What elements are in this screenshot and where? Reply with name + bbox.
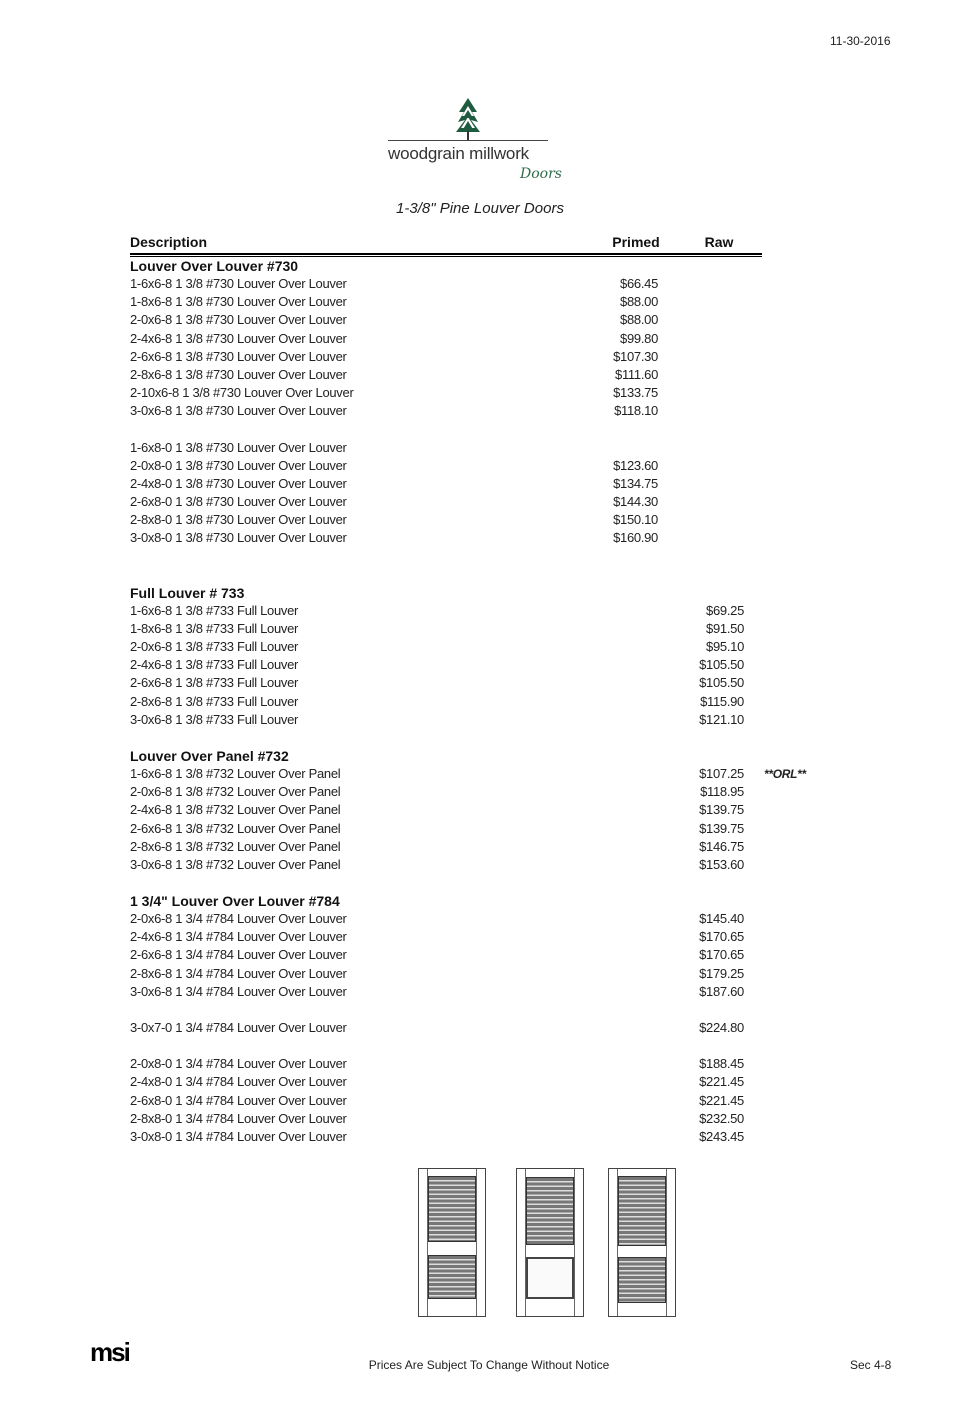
row-raw-price: $105.50 <box>699 657 744 673</box>
row-primed-price: $111.60 <box>615 366 658 382</box>
row-primed-price: $144.30 <box>613 494 658 510</box>
spacer <box>130 1001 762 1019</box>
louver-over-panel-door-illustration <box>516 1168 584 1317</box>
table-row <box>130 402 762 420</box>
table-row <box>130 384 762 402</box>
row-description: 2-6x6-8 1 3/8 #732 Louver Over Panel <box>130 820 341 836</box>
row-description: 3-0x8-0 1 3/4 #784 Louver Over Louver <box>130 1128 347 1144</box>
row-raw-price: $221.45 <box>699 1092 744 1108</box>
spacer <box>130 566 762 584</box>
pine-tree-icon <box>453 98 483 142</box>
table-row <box>130 1073 762 1091</box>
table-row <box>130 946 762 964</box>
row-raw-price: $146.75 <box>699 838 744 854</box>
msi-logo: msi <box>90 1340 140 1376</box>
row-raw-price: $91.50 <box>706 620 744 636</box>
row-description: 2-6x8-0 1 3/8 #730 Louver Over Louver <box>130 494 347 510</box>
row-description: 2-4x6-8 1 3/8 #732 Louver Over Panel <box>130 802 341 818</box>
table-row <box>130 275 762 293</box>
table-row <box>130 674 762 692</box>
row-raw-price: $170.65 <box>699 947 744 963</box>
column-raw: Raw <box>704 234 734 250</box>
price-notice: Prices Are Subject To Change Without Notice <box>368 1358 610 1372</box>
row-description: 2-0x8-0 1 3/4 #784 Louver Over Louver <box>130 1056 347 1072</box>
row-description: 1-6x8-0 1 3/8 #730 Louver Over Louver <box>130 439 347 455</box>
row-primed-price: $88.00 <box>620 294 658 310</box>
table-row <box>130 493 762 511</box>
row-description: 2-4x6-8 1 3/8 #730 Louver Over Louver <box>130 330 347 346</box>
row-description: 1-6x6-8 1 3/8 #733 Full Louver <box>130 602 299 618</box>
table-row <box>130 910 762 928</box>
row-description: 2-6x6-8 1 3/4 #784 Louver Over Louver <box>130 947 347 963</box>
row-description: 2-8x6-8 1 3/8 #733 Full Louver <box>130 693 299 709</box>
row-primed-price: $99.80 <box>620 330 658 346</box>
row-primed-price: $107.30 <box>613 348 658 364</box>
table-row <box>130 983 762 1001</box>
row-description: 2-0x6-8 1 3/8 #733 Full Louver <box>130 639 299 654</box>
table-row <box>130 1128 762 1146</box>
row-description: 2-8x6-8 1 3/4 #784 Louver Over Louver <box>130 965 347 981</box>
row-raw-price: $139.75 <box>699 820 744 836</box>
date-stamp: 11-30-2016 <box>830 34 891 48</box>
row-raw-price: $187.60 <box>699 983 744 999</box>
row-primed-price: $150.10 <box>613 512 658 528</box>
logo-rule <box>388 140 548 141</box>
row-description: 2-4x6-8 1 3/8 #733 Full Louver <box>130 657 299 673</box>
row-raw-price: $170.65 <box>699 929 744 945</box>
page-title: 1-3/8" Pine Louver Doors <box>396 200 564 217</box>
table-row <box>130 529 762 547</box>
row-primed-price: $133.75 <box>613 385 658 401</box>
row-description: 2-4x8-0 1 3/8 #730 Louver Over Louver <box>130 475 347 491</box>
row-raw-price: $221.45 <box>699 1074 744 1090</box>
column-description: Description <box>130 234 208 250</box>
row-raw-price: $121.10 <box>699 711 744 727</box>
row-primed-price: $134.75 <box>613 475 658 491</box>
row-description: 3-0x6-8 1 3/4 #784 Louver Over Louver <box>130 983 347 999</box>
row-primed-price: $160.90 <box>613 530 658 546</box>
table-row <box>130 1019 762 1037</box>
table-row <box>130 765 806 783</box>
row-raw-price: $107.25 <box>699 765 744 781</box>
section-heading: 1 3/4" Louver Over Louver #784 <box>130 893 340 910</box>
section-number: Sec 4-8 <box>850 1358 892 1372</box>
woodgrain-logo <box>388 98 568 190</box>
table-row <box>130 638 762 656</box>
row-primed-price: $123.60 <box>613 457 658 473</box>
table-row <box>130 693 762 711</box>
row-description: 2-4x6-8 1 3/4 #784 Louver Over Louver <box>130 929 347 945</box>
row-raw-price: $95.10 <box>706 639 744 654</box>
row-description: 2-6x6-8 1 3/8 #730 Louver Over Louver <box>130 348 347 364</box>
row-description: 1-8x6-8 1 3/8 #733 Full Louver <box>130 620 299 636</box>
row-raw-price: $188.45 <box>699 1056 744 1072</box>
table-row <box>130 1092 762 1110</box>
row-description: 2-0x6-8 1 3/4 #784 Louver Over Louver <box>130 911 347 927</box>
section-heading: Full Louver # 733 <box>130 584 245 601</box>
louver-over-louver-door-illustration <box>608 1168 676 1317</box>
table-row <box>130 366 762 384</box>
table-row <box>130 801 762 819</box>
table-row <box>130 439 762 457</box>
spacer <box>130 729 762 747</box>
row-description: 2-4x8-0 1 3/4 #784 Louver Over Louver <box>130 1074 347 1090</box>
table-row <box>130 311 762 329</box>
table-row <box>130 711 762 729</box>
row-description: 3-0x6-8 1 3/8 #730 Louver Over Louver <box>130 403 347 419</box>
row-description: 3-0x6-8 1 3/8 #733 Full Louver <box>130 711 299 727</box>
row-raw-price: $118.95 <box>700 784 744 800</box>
row-description: 2-8x6-8 1 3/8 #732 Louver Over Panel <box>130 838 341 854</box>
table-row <box>130 856 762 874</box>
row-description: 3-0x6-8 1 3/8 #732 Louver Over Panel <box>130 856 341 872</box>
column-primed: Primed <box>612 234 660 250</box>
row-raw-price: $139.75 <box>699 802 744 818</box>
row-description: 1-6x6-8 1 3/8 #732 Louver Over Panel <box>130 765 341 781</box>
louver-over-louver-door-illustration <box>418 1168 486 1317</box>
row-raw-price: $69.25 <box>706 602 744 618</box>
spacer <box>130 874 762 892</box>
logo-doors-script: Doors <box>520 166 562 182</box>
row-raw-price: $153.60 <box>699 856 744 872</box>
row-description: 2-0x6-8 1 3/8 #732 Louver Over Panel <box>130 784 341 800</box>
row-raw-price: $243.45 <box>699 1128 744 1144</box>
table-row <box>130 1110 762 1128</box>
table-header <box>130 230 762 252</box>
row-description: 2-6x8-0 1 3/4 #784 Louver Over Louver <box>130 1092 347 1108</box>
table-row <box>130 330 762 348</box>
row-description: 2-0x8-0 1 3/8 #730 Louver Over Louver <box>130 457 347 473</box>
logo-brand-text: woodgrain millwork <box>388 144 529 163</box>
table-row <box>130 838 762 856</box>
row-description: 2-10x6-8 1 3/8 #730 Louver Over Louver <box>130 385 354 401</box>
sections-container <box>130 257 806 1146</box>
spacer <box>130 421 762 439</box>
row-description: 1-6x6-8 1 3/8 #730 Louver Over Louver <box>130 276 347 291</box>
table-row <box>130 348 762 366</box>
table-row <box>130 511 762 529</box>
row-primed-price: $118.10 <box>614 403 658 419</box>
table-row <box>130 475 762 493</box>
row-description: 2-8x8-0 1 3/8 #730 Louver Over Louver <box>130 512 347 528</box>
table-row <box>130 1055 762 1073</box>
row-raw-price: $105.50 <box>699 675 744 691</box>
table-row <box>130 620 762 638</box>
table-row <box>130 656 762 674</box>
row-description: 3-0x8-0 1 3/8 #730 Louver Over Louver <box>130 530 347 546</box>
row-description: 2-8x8-0 1 3/4 #784 Louver Over Louver <box>130 1110 347 1126</box>
row-raw-price: $115.90 <box>700 693 744 709</box>
row-description: 2-6x6-8 1 3/8 #733 Full Louver <box>130 675 299 691</box>
row-description: 1-8x6-8 1 3/8 #730 Louver Over Louver <box>130 294 347 310</box>
row-raw-price: $145.40 <box>699 911 744 927</box>
spacer <box>130 1037 762 1055</box>
table-row <box>130 783 762 801</box>
row-primed-price: $88.00 <box>620 312 658 328</box>
row-primed-price: $66.45 <box>620 276 658 291</box>
table-row <box>130 457 762 475</box>
section-heading: Louver Over Panel #732 <box>130 747 289 764</box>
table-row <box>130 820 762 838</box>
row-note: **ORL** <box>764 766 806 781</box>
row-description: 2-8x6-8 1 3/8 #730 Louver Over Louver <box>130 366 347 382</box>
table-row <box>130 965 762 983</box>
price-table <box>130 230 806 1146</box>
row-description: 3-0x7-0 1 3/4 #784 Louver Over Louver <box>130 1020 347 1035</box>
spacer <box>130 548 762 566</box>
row-raw-price: $232.50 <box>699 1110 744 1126</box>
row-description: 2-0x6-8 1 3/8 #730 Louver Over Louver <box>130 312 347 328</box>
row-raw-price: $179.25 <box>699 965 744 981</box>
row-raw-price: $224.80 <box>699 1020 744 1035</box>
table-row <box>130 928 762 946</box>
table-row <box>130 602 762 620</box>
section-heading: Louver Over Louver #730 <box>130 258 299 274</box>
table-row <box>130 293 762 311</box>
